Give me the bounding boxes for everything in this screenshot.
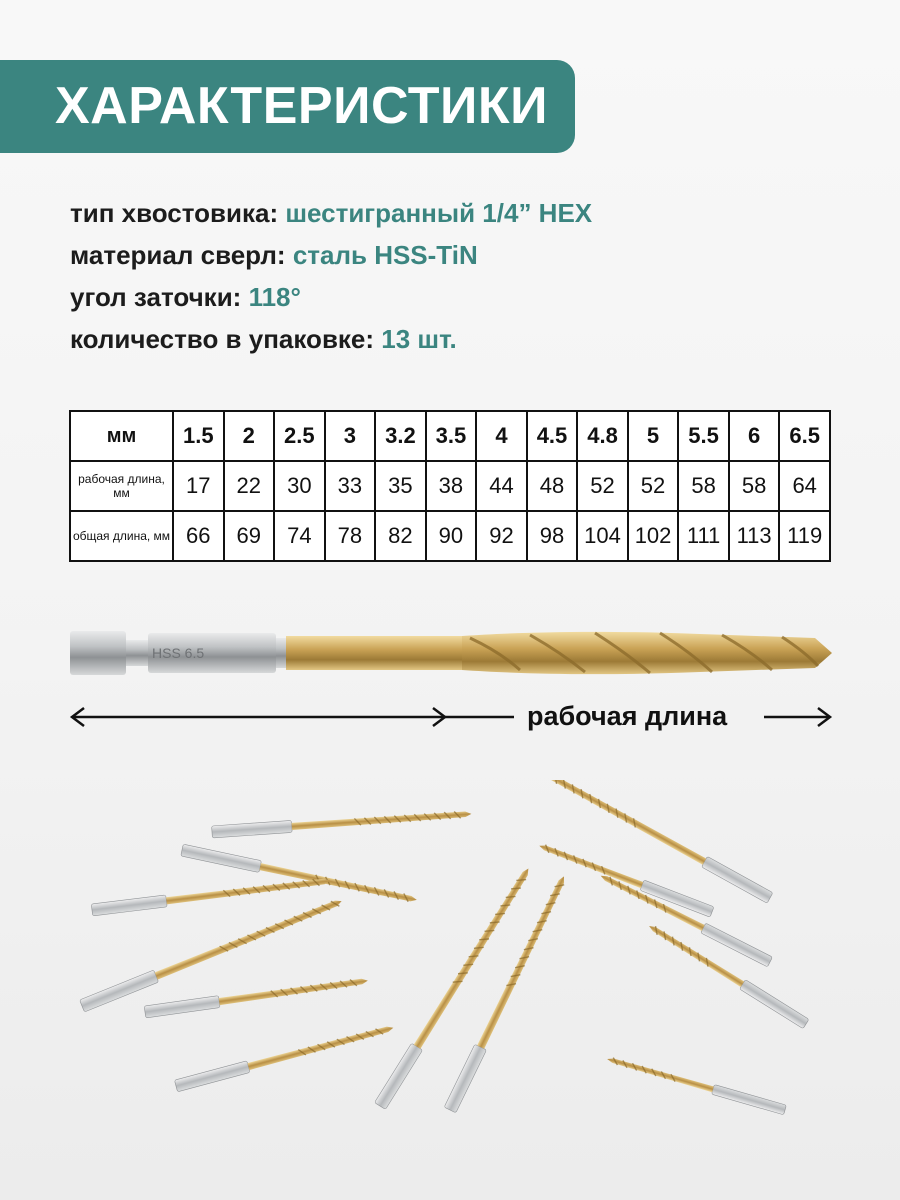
header-banner: [0, 60, 575, 153]
table-cell: 5.5: [678, 411, 729, 461]
spec-angle: [70, 276, 592, 318]
table-cell: 74: [274, 511, 325, 561]
drill-shank: [70, 631, 288, 675]
table-cell: 3: [325, 411, 376, 461]
table-cell: 38: [426, 461, 477, 511]
spec-shank-type: [70, 192, 592, 234]
table-cell: 113: [729, 511, 780, 561]
row-header: общая длина, мм: [70, 511, 173, 561]
table-row: [70, 511, 830, 561]
spec-value: сталь HSS-TiN: [292, 240, 478, 270]
table-row: [70, 461, 830, 511]
table-cell: 64: [779, 461, 830, 511]
spec-value: 118°: [248, 282, 301, 312]
table-cell: 30: [274, 461, 325, 511]
shank-marking: HSS 6.5: [152, 645, 205, 661]
spec-label: тип хвостовика:: [70, 198, 286, 228]
table-cell: 90: [426, 511, 477, 561]
row-header: мм: [70, 411, 173, 461]
specs-list: [70, 192, 592, 360]
table-cell: 4: [476, 411, 527, 461]
table-row: [70, 411, 830, 461]
spec-label: материал сверл:: [70, 240, 293, 270]
spec-label: угол заточки:: [70, 282, 249, 312]
table-cell: 2: [224, 411, 275, 461]
table-cell: 66: [173, 511, 224, 561]
table-cell: 58: [678, 461, 729, 511]
table-cell: 22: [224, 461, 275, 511]
table-cell: 98: [527, 511, 578, 561]
table-cell: 3.2: [375, 411, 426, 461]
table-cell: 1.5: [173, 411, 224, 461]
table-cell: 17: [173, 461, 224, 511]
length-arrows: [0, 690, 900, 750]
drill-set-photo: [0, 780, 900, 1200]
table-cell: 2.5: [274, 411, 325, 461]
spec-value: 13 шт.: [381, 324, 457, 354]
table-cell: 33: [325, 461, 376, 511]
table-cell: 6.5: [779, 411, 830, 461]
drill-bit: [174, 1022, 394, 1092]
table-cell: 52: [577, 461, 628, 511]
table-cell: 102: [628, 511, 679, 561]
spec-material: [70, 234, 592, 276]
table-cell: 92: [476, 511, 527, 561]
table-cell: 4.5: [527, 411, 578, 461]
table-cell: 78: [325, 511, 376, 561]
row-header: рабочая длина, мм: [70, 461, 173, 511]
spec-quantity: [70, 318, 592, 360]
table-cell: 4.8: [577, 411, 628, 461]
drill-bit: [91, 875, 331, 916]
working-length-label: рабочая длина: [527, 701, 728, 731]
drill-body: [286, 632, 832, 674]
table-cell: 82: [375, 511, 426, 561]
page-title: ХАРАКТЕРИСТИКИ: [55, 77, 548, 135]
table-cell: 104: [577, 511, 628, 561]
table-cell: 48: [527, 461, 578, 511]
table-cell: 111: [678, 511, 729, 561]
drill-bit: [212, 808, 472, 838]
size-table: [69, 410, 831, 562]
table-cell: 6: [729, 411, 780, 461]
table-cell: 3.5: [426, 411, 477, 461]
table-cell: 58: [729, 461, 780, 511]
drill-bit: [606, 1054, 787, 1115]
table-cell: 44: [476, 461, 527, 511]
table-cell: 35: [375, 461, 426, 511]
table-cell: 119: [779, 511, 830, 561]
table-cell: 69: [224, 511, 275, 561]
drill-bit: [144, 975, 368, 1018]
spec-value: шестигранный 1/4” HEX: [285, 198, 593, 228]
table-cell: 52: [628, 461, 679, 511]
drill-bit: [444, 873, 570, 1112]
spec-label: количество в упаковке:: [70, 324, 382, 354]
table-cell: 5: [628, 411, 679, 461]
